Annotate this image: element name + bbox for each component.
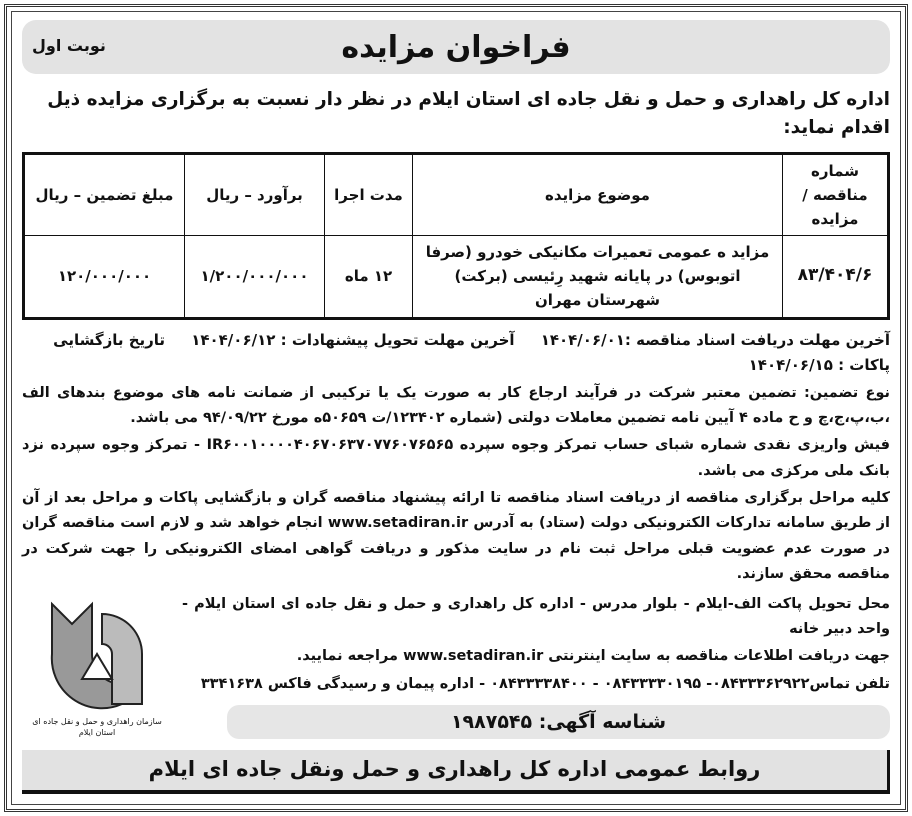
outer-frame: [4, 4, 908, 812]
delivery-paragraph: محل تحویل پاکت الف-ایلام - بلوار مدرس - اداره کل راهداری و حمل و نقل جاده ای استان ایلام - واحد دبیر خانه: [182, 595, 890, 637]
table-header-row: [24, 153, 889, 235]
round-label: نوبت اول: [32, 36, 106, 55]
organization-logo-icon: [42, 594, 152, 714]
footer-band: روابط عمومی اداره کل راهداری و حمل ونقل جاده ای ایلام: [22, 750, 890, 794]
col-estimate: برآورد – ریال: [185, 153, 325, 235]
cell-subject: مزاید ه عمومی تعمیرات مکانیکی خودرو (صرفا اتوبوس) در پایانه شهید رِئیسی (برکت) شهرستان مهران: [413, 235, 783, 318]
iban-paragraph: فیش واریزی نقدی شماره شبای حساب تمرکز وجوه سپرده IR۶۰۰۱۰۰۰۰۴۰۶۷۰۶۳۷۰۷۷۶۰۷۶۵۶۵ - تمرکز وجوه سپرده نزد بانک ملی مرکزی می باشد.: [22, 437, 891, 479]
deadlines-line: آخرین مهلت دریافت اسناد مناقصه :۱۴۰۴/۰۶/۰۱ آخرین مهلت تحویل پیشنهادات : ۱۴۰۴/۰۶/۱۲ تاریخ بازگشایی پاکات : ۱۴۰۴/۰۶/۱۵: [47, 330, 890, 374]
contact-paragraph: تلفن تماس۰۸۴۳۳۳۶۲۹۲۲- ۰۸۴۳۳۳۳۰۱۹۵ - ۰۸۴۳۳۳۳۸۴۰۰ - اداره پیمان و رسیدگی فاکس ۳۳۴۱۶۳۸: [200, 675, 890, 692]
col-duration: مدت اجرا: [325, 153, 413, 235]
info-paragraph: جهت دریافت اطلاعات مناقصه به سایت اینترنتی www.setadiran.ir مراجعه نمایید.: [296, 648, 890, 665]
col-guarantee: مبلغ تضمین – ریال: [24, 153, 185, 235]
cell-estimate: ۱/۲۰۰/۰۰۰/۰۰۰: [185, 235, 325, 318]
subtitle: اداره کل راهداری و حمل و نقل جاده ای استان ایلام در نظر دار نسبت به برگزاری مزایده ذیل اقدام نماید:: [47, 89, 890, 138]
ad-id: شناسه آگهی: ۱۹۸۷۵۴۵: [227, 705, 890, 739]
auction-table: [22, 152, 890, 320]
guarantee-paragraph: نوع تضمین: تضمین معتبر شرکت در فرآیند ارجاع کار به صورت یک یا ترکیبی از ضمانت نامه های موضوع بندهای الف ،ب،پ،ج،چ و ح ماده ۴ آیین نامه تضمین معاملات دولتی (شماره ۱۲۳۴۰۲/ت ۵۰۶۵۹ه مورخ ۹۴/۰۹/۲۲ می باشد.: [22, 384, 890, 426]
page-title: فراخوان مزایده: [341, 29, 571, 65]
table-row: [24, 235, 889, 318]
logo-block: [22, 594, 172, 738]
col-number: شماره مناقصه / مزایده: [783, 153, 889, 235]
inner-frame: [11, 11, 901, 805]
title-band: [22, 20, 890, 74]
col-subject: موضوع مزایده: [413, 153, 783, 235]
cell-duration: ۱۲ ماه: [325, 235, 413, 318]
cell-guarantee: ۱۲۰/۰۰۰/۰۰۰: [24, 235, 185, 318]
logo-caption: سازمان راهداری و حمل و نقل جاده ای استان ایلام: [32, 716, 162, 737]
contact-section: [22, 590, 890, 742]
procedure-paragraph: کلیه مراحل برگزاری مناقصه از دریافت اسناد مناقصه تا ارائه پیشنهاد مناقصه گران و بازگشایی پاکات و مراحل بعد از آن از طریق سامانه تدارکات الکترونیکی دولت (ستاد) به آدرس www.setadiran.ir انجام خواهد شد و لازم است مناقصه گران در صورت عدم عضویت قبلی مراحل ثبت نام در سایت مذکور و دریافت گواهی امضای الکترونیکی را جهت شرکت در مناقصه محقق سازند.: [22, 490, 890, 583]
cell-number: ۸۳/۴۰۴/۶: [783, 235, 889, 318]
